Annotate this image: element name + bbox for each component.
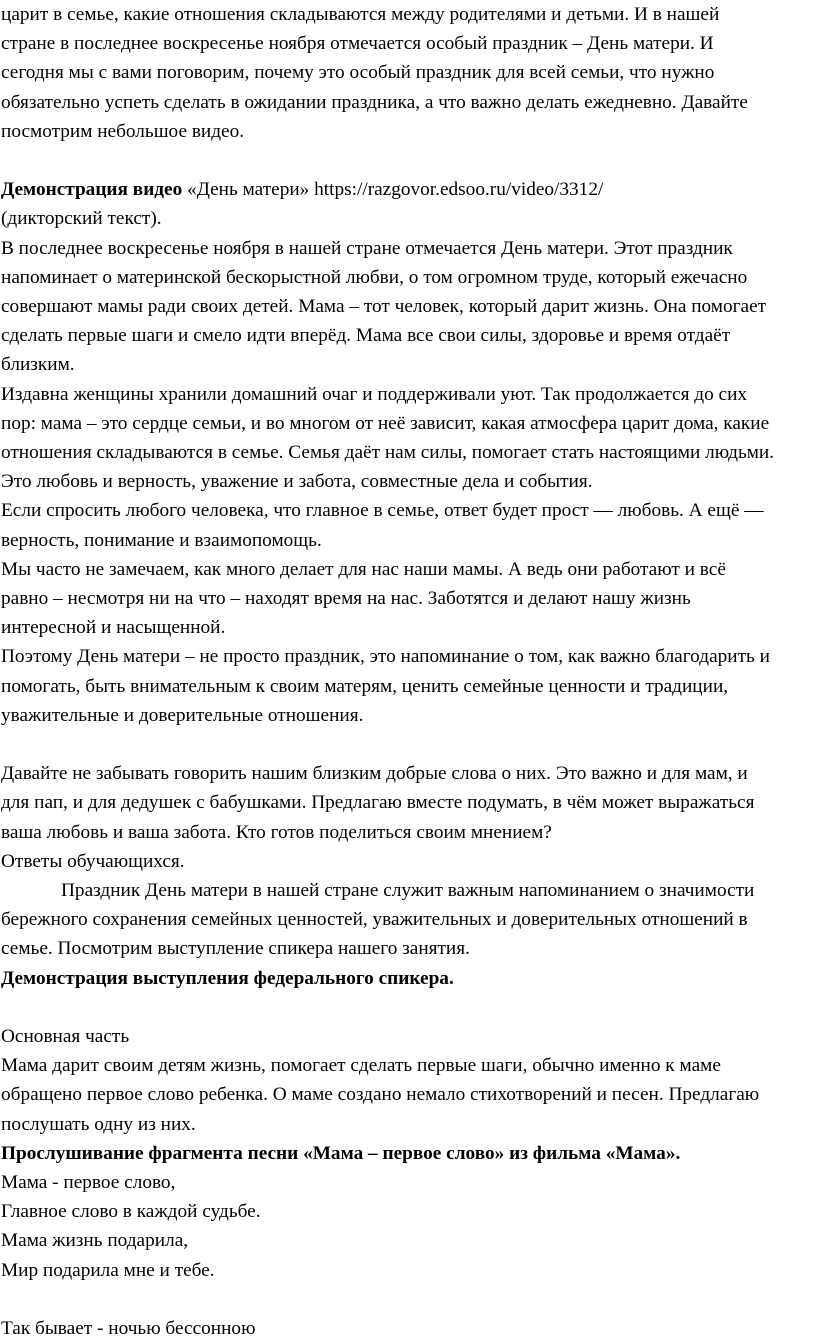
text-line: Мы часто не замечаем, как много делает для нас наши мамы. А ведь они работают и всё — [1, 558, 726, 580]
text-line: для пап, и для дедушек с бабушками. Предлагаю вместе подумать, в чём может выражаться — [1, 792, 755, 814]
text-line: В последнее воскресенье ноября в нашей стране отмечается День матери. Этот праздник — [1, 237, 733, 259]
text-line: отношения складываются в семье. Семья даёт нам силы, помогает стать настоящими людьми. — [1, 442, 775, 464]
text-line: Давайте не забывать говорить нашим близким добрые слова о них. Это важно и для мам, и — [1, 763, 748, 785]
text-line: совершают мамы ради своих детей. Мама – тот человек, который дарит жизнь. Она помогает — [1, 296, 767, 318]
poem-line: Мама жизнь подарила, — [1, 1230, 189, 1252]
speaker-demo-heading — [0, 964, 816, 993]
blank-line — [0, 730, 816, 759]
text-line: ваша любовь и ваша забота. Кто готов поделиться своим мнением? — [1, 821, 552, 843]
poem-line: Главное слово в каждой судьбе. — [1, 1201, 261, 1223]
text-line: Мама дарит своим детям жизнь, помогает сделать первые шаги, обычно именно к маме — [1, 1055, 721, 1077]
text-line: верность, понимание и взаимопомощь. — [1, 529, 322, 551]
video-demo-heading: Демонстрация видео — [1, 179, 183, 201]
poem-line: Так бывает - ночью бессонною — [1, 1318, 256, 1340]
text-line: Издавна женщины хранили домашний очаг и поддерживали уют. Так продолжается до сих — [1, 383, 748, 405]
text-line: (дикторский текст). — [1, 208, 162, 230]
text-line: стране в последнее воскресенье ноября отмечается особый праздник – День матери. И — [1, 33, 714, 55]
bold-text: Демонстрация выступления федерального спикера. — [1, 967, 454, 989]
video-demo-link-text: «День матери» https://razgovor.edsoo.ru/video/3312/ — [182, 179, 604, 201]
video-demo-line — [0, 175, 816, 204]
text-line: царит в семье, какие отношения складываются между родителями и детьми. И в нашей — [1, 4, 720, 25]
text-line: сегодня мы с вами поговорим, почему это особый праздник для всей семьи, что нужно — [1, 62, 715, 84]
text-line: интересной и насыщенной. — [1, 617, 226, 639]
text-line: Ответы обучающихся. — [1, 850, 185, 872]
text-line: обращено первое слово ребенка. О маме создано немало стихотворений и песен. Предлагаю — [1, 1084, 760, 1106]
text-line: напоминает о материнской бескорыстной любви, о том огромном труде, который ежечасно — [1, 266, 748, 288]
text-line: бережного сохранения семейных ценностей, уважительных и доверительных отношений в — [1, 909, 748, 931]
text-line: помогать, быть внимательным к своим матерям, ценить семейные ценности и традиции, — [1, 675, 729, 697]
indented-paragraph-line: Праздник День матери в нашей стране служит важным напоминанием о значимости — [61, 880, 755, 902]
text-line: уважительные и доверительные отношения. — [1, 704, 364, 726]
text-line: посмотрим небольшое видео. — [1, 120, 245, 142]
section-heading-main-part: Основная часть — [1, 1026, 130, 1048]
text-line: равно – несмотря ни на что – находят время на нас. Заботятся и делают нашу жизнь — [1, 588, 691, 610]
blank-line — [0, 146, 816, 175]
bold-text: Прослушивание фрагмента песни «Мама – первое слово» из фильма «Мама». — [1, 1142, 681, 1164]
blank-line — [0, 993, 816, 1022]
poem-line: Мама - первое слово, — [1, 1172, 176, 1194]
text-line: послушать одну из них. — [1, 1113, 196, 1135]
blank-line — [0, 1285, 816, 1314]
text-line: обязательно успеть сделать в ожидании праздника, а что важно делать ежедневно. Давайте — [1, 91, 748, 113]
text-line: семье. Посмотрим выступление спикера нашего занятия. — [1, 938, 470, 960]
text-line: сделать первые шаги и смело идти вперёд. Мама все свои силы, здоровье и время отдаёт — [1, 325, 731, 347]
text-line: Если спросить любого человека, что главное в семье, ответ будет прост — любовь. А ещё — — [1, 500, 764, 522]
text-line: Поэтому День матери – не просто праздник, это напоминание о том, как важно благодарить и — [1, 646, 770, 668]
text-line: пор: мама – это сердце семьи, и во многом от неё зависит, какая атмосфера царит дома, какие — [1, 412, 770, 434]
song-listening-heading — [0, 1139, 816, 1168]
poem-line: Мир подарила мне и тебе. — [1, 1259, 215, 1281]
text-line: близким. — [1, 354, 75, 376]
text-line: Это любовь и верность, уважение и забота, совместные дела и события. — [1, 471, 593, 493]
